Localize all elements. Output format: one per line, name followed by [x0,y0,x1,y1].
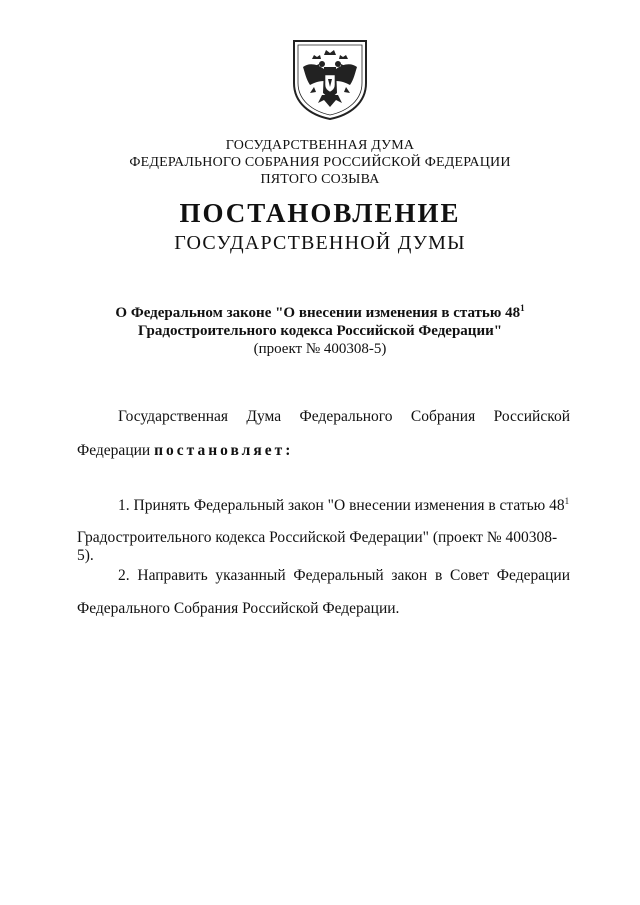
item-2-line-2: Федерального Собрания Российской Федерации. [77,600,400,617]
item-2-line-1: 2. Направить указанный Федеральный закон в Совет Федерации [118,567,570,584]
subject-superscript: 1 [520,303,525,313]
document-type: ПОСТАНОВЛЕНИЕ [179,198,461,228]
item-1-line-1 [118,497,570,515]
org-line-2: ФЕДЕРАЛЬНОГО СОБРАНИЯ РОССИЙСКОЙ ФЕДЕРАЦИИ [129,155,511,170]
subject-line-1-text: О Федеральном законе "О внесении изменения в статью 48 [115,305,521,321]
resolves-verb: постановляет: [154,442,294,459]
subject-draft-number: (проект № 400308-5) [253,341,387,357]
document-issuer: ГОСУДАРСТВЕННОЙ ДУМЫ [174,232,466,254]
item-1-superscript: 1 [564,496,570,506]
intro-line-2 [77,442,570,460]
org-line-3: ПЯТОГО СОЗЫВА [260,172,380,187]
coat-of-arms-icon [288,37,372,121]
intro-line-2-prefix: Федерации [77,442,151,459]
subject-line-1 [0,304,640,322]
item-1-line-1-text: 1. Принять Федеральный закон "О внесении изменения в статью 48 [118,497,565,514]
item-1-line-2: Градостроительного кодекса Российской Федерации" (проект № 400308-5). [77,529,558,564]
org-line-1: ГОСУДАРСТВЕННАЯ ДУМА [225,138,415,153]
intro-line-1: Государственная Дума Федерального Собрания Российской [118,408,570,425]
subject-line-2: Градостроительного кодекса Российской Федерации" [137,323,503,339]
